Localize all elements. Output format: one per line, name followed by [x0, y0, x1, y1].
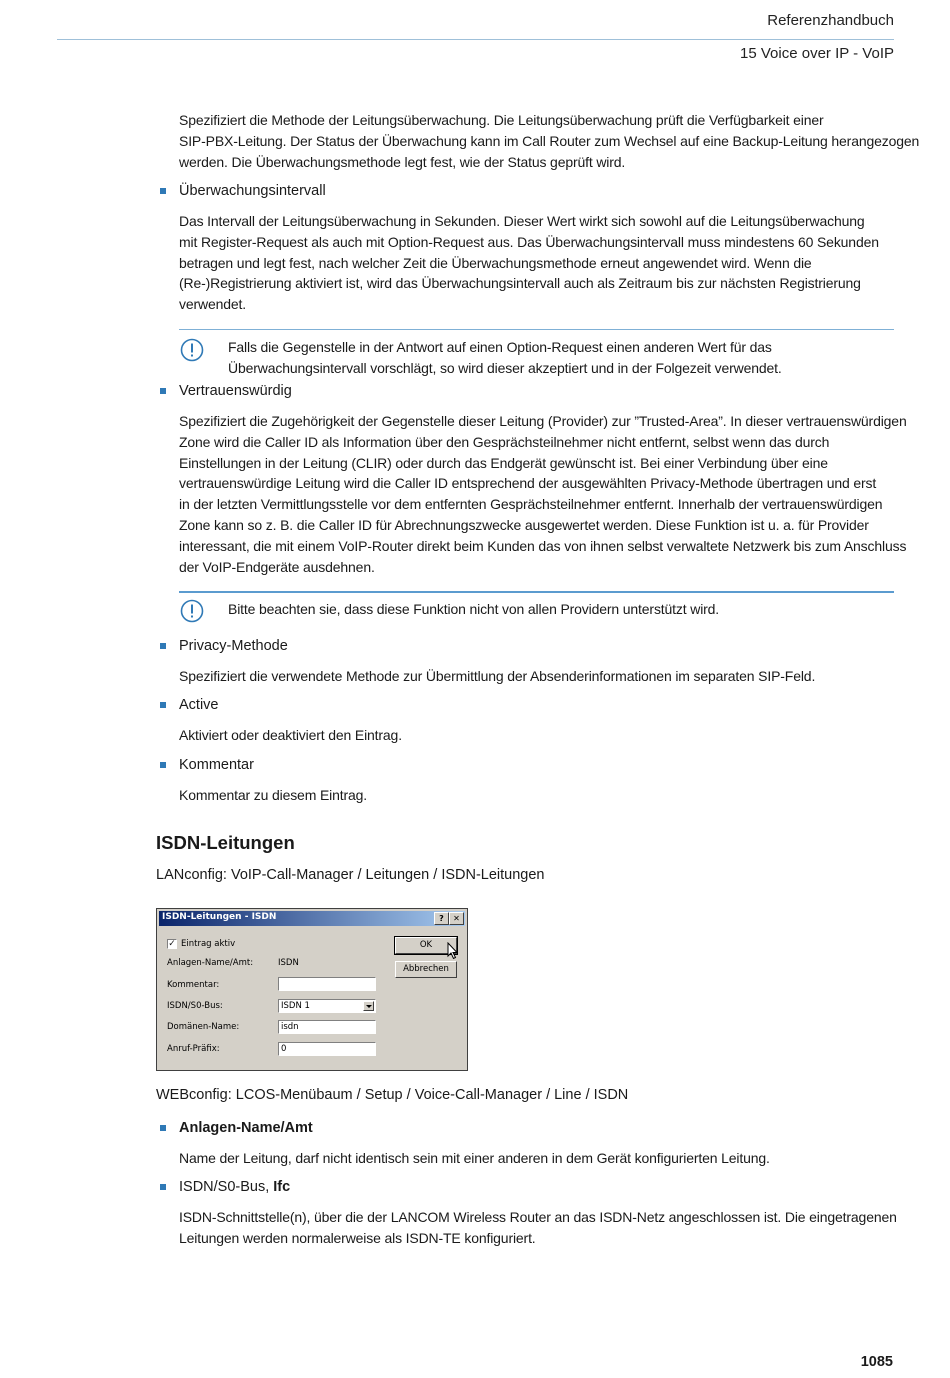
bullet-label: Vertrauenswürdig	[179, 383, 292, 399]
intro-paragraph	[179, 110, 920, 172]
note-text	[228, 599, 719, 620]
item-description	[179, 1148, 894, 1169]
text-line: Spezifiziert die Methode der Leitungsüberwachung. Die Leitungsüberwachung prüft die Verfügbarkeit einer	[179, 112, 824, 128]
text-line: in der letzten Vermittlungsstelle vor dem entfernten Gesprächsteilnehmer entfernt. Innerhalb der vertrauenswürdigen	[179, 496, 883, 513]
bullet-label: Anlagen-Name/Amt	[179, 1120, 313, 1136]
bullet-label-bold: Ifc	[273, 1179, 291, 1195]
text-line: Zone wird die Caller ID als Information über den Gesprächsteilnehmer nicht entfernt, selbst wenn das durch	[179, 433, 830, 450]
domain-input[interactable]: isdn	[278, 1020, 376, 1034]
name-label: Anlagen-Name/Amt:	[167, 958, 254, 968]
bullet-label: Überwachungsintervall	[179, 183, 326, 199]
isdn-lines-dialog	[156, 908, 468, 1071]
running-header-chapter: 15 Voice over IP - VoIP	[740, 45, 894, 62]
header-divider	[57, 39, 894, 40]
text-line: interessant, die mit einem VoIP-Router direkt beim Kunden das von ihnen selbst verwaltete Netzwerk bis zum Anschluss	[179, 537, 907, 554]
bullet-square-icon	[160, 643, 166, 649]
bus-select[interactable]	[278, 999, 376, 1013]
text-line: Einstellungen in der Leitung (CLIR) oder durch das Endgerät gewünscht ist. Bei einer Verbindung über eine	[179, 454, 828, 471]
ok-button[interactable]: OK	[395, 937, 457, 954]
help-button[interactable]: ?	[434, 912, 449, 925]
item-description	[179, 411, 907, 577]
dialog-titlebar	[159, 911, 465, 926]
bullet-label: Kommentar	[179, 757, 254, 773]
prefix-input[interactable]: 0	[278, 1042, 376, 1056]
note-divider	[179, 329, 894, 330]
page-number: 1085	[860, 1354, 893, 1370]
bullet-label	[179, 1177, 290, 1197]
text-line: Spezifiziert die Zugehörigkeit der Gegenstelle dieser Leitung (Provider) zur ”Trusted-Area”. In dieser vertrauenswürdigen	[179, 413, 907, 429]
comment-input[interactable]	[278, 977, 376, 991]
text-line: Leitungen werden normalerweise als ISDN-TE konfiguriert.	[179, 1229, 536, 1246]
bullet-label: Active	[179, 697, 219, 713]
cancel-button[interactable]: Abbrechen	[395, 961, 457, 978]
item-description	[179, 1207, 897, 1249]
entry-active-checkbox[interactable]: ✓	[168, 939, 176, 949]
text-line: SIP-PBX-Leitung. Der Status der Überwachung kann im Call Router zum Wechsel auf eine Backup-Leitung herangezogen	[179, 132, 920, 149]
entry-active-label: Eintrag aktiv	[181, 939, 236, 949]
item-description	[179, 666, 894, 687]
bus-select-value: ISDN 1	[281, 1001, 310, 1011]
text-line: Kommentar zu diesem Eintrag.	[179, 787, 367, 803]
section-heading: ISDN-Leitungen	[156, 832, 295, 853]
note-text	[228, 337, 782, 378]
text-line: Spezifiziert die verwendete Methode zur Übermittlung der Absenderinformationen im separaten SIP-Feld.	[179, 668, 816, 684]
item-description	[179, 725, 894, 746]
text-line: mit Register-Request als auch mit Option-Request aus. Das Überwachungsintervall muss mindestens 60 Sekunden	[179, 233, 879, 250]
mouse-cursor-icon	[447, 942, 459, 960]
webconfig-path: WEBconfig: LCOS-Menübaum / Setup / Voice-Call-Manager / Line / ISDN	[156, 1087, 629, 1103]
note-divider	[179, 591, 894, 593]
text-line: Bitte beachten sie, dass diese Funktion nicht von allen Providern unterstützt wird.	[228, 601, 720, 617]
bullet-square-icon	[160, 702, 166, 708]
bullet-square-icon	[160, 388, 166, 394]
bullet-square-icon	[160, 762, 166, 768]
text-line: verwendet.	[179, 296, 246, 313]
text-line: Überwachungsintervall vorschlägt, so wird dieser akzeptiert und in der Folgezeit verwendet.	[228, 359, 782, 376]
prefix-label: Anruf-Präfix:	[167, 1044, 220, 1054]
text-line: Name der Leitung, darf nicht identisch sein mit einer anderen in dem Gerät konfigurierten Leitung.	[179, 1150, 770, 1166]
domain-label: Domänen-Name:	[167, 1022, 240, 1032]
text-line: ISDN-Schnittstelle(n), über die der LANCOM Wireless Router an das ISDN-Netz angeschlossen ist. Die eingetragenen	[179, 1209, 897, 1225]
name-value: ISDN	[278, 958, 299, 968]
comment-label: Kommentar:	[167, 980, 220, 990]
close-button[interactable]: ✕	[449, 912, 464, 925]
bullet-square-icon	[160, 188, 166, 194]
bullet-square-icon	[160, 1184, 166, 1190]
item-description	[179, 211, 894, 315]
dialog-title: ISDN-Leitungen - ISDN	[162, 912, 277, 922]
text-line: betragen und legt fest, nach welcher Zeit die Überwachungsmethode erneut angewendet wird. Wenn die	[179, 254, 812, 271]
info-exclamation-icon	[180, 599, 204, 623]
text-line: werden. Die Überwachungsmethode legt fest, wie der Status geprüft wird.	[179, 153, 626, 170]
info-exclamation-icon	[180, 338, 204, 362]
text-line: Aktiviert oder deaktiviert den Eintrag.	[179, 727, 402, 743]
text-line: (Re-)Registrierung aktiviert ist, wird das Überwachungsintervall auch als Zeitraum bis zur nächsten Registrierung	[179, 275, 861, 292]
text-line: der VoIP-Endgeräte ausdehnen.	[179, 558, 375, 575]
text-line: Falls die Gegenstelle in der Antwort auf einen Option-Request einen anderen Wert für das	[228, 339, 772, 355]
bullet-label: Privacy-Methode	[179, 638, 288, 654]
text-line: Das Intervall der Leitungsüberwachung in Sekunden. Dieser Wert wirkt sich sowohl auf die Leitungsüberwachung	[179, 213, 865, 229]
bullet-label-prefix: ISDN/S0-Bus,	[179, 1179, 274, 1195]
running-header-title: Referenzhandbuch	[767, 12, 894, 29]
text-line: Zone kann so z. B. die Caller ID für Abrechnungszwecke ausgewertet werden. Diese Funktion ist u. a. für Provider	[179, 516, 869, 533]
bullet-square-icon	[160, 1125, 166, 1131]
bus-label: ISDN/S0-Bus:	[167, 1001, 223, 1011]
lanconfig-path: LANconfig: VoIP-Call-Manager / Leitungen / ISDN-Leitungen	[156, 867, 545, 883]
text-line: vertrauenswürdige Leitung wird die Caller ID entsprechend der ausgewählten Privacy-Methode übertragen und erst	[179, 475, 877, 492]
chevron-down-icon[interactable]	[363, 1001, 374, 1011]
item-description	[179, 785, 894, 806]
